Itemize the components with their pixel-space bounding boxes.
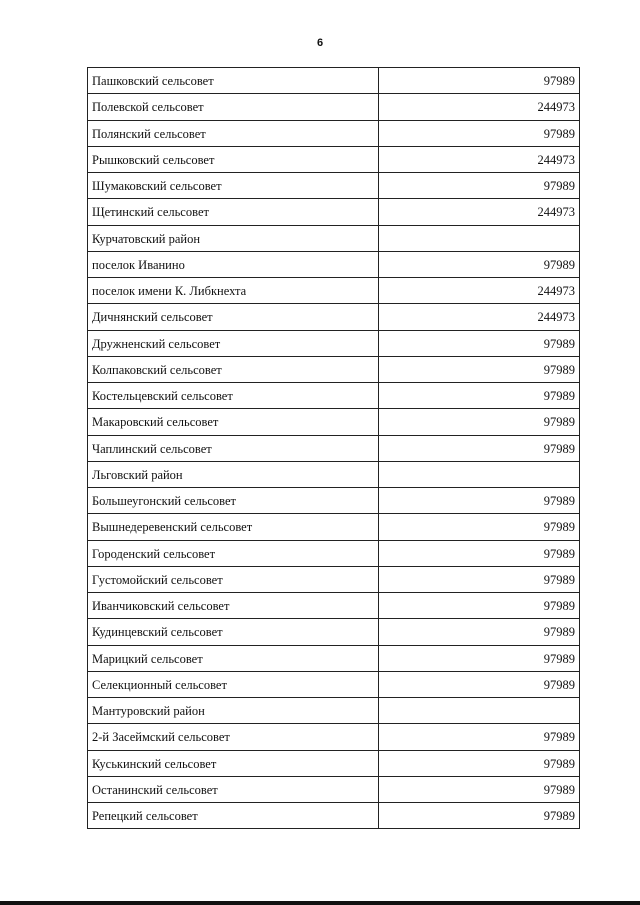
row-name: Рышковский сельсовет xyxy=(88,147,379,172)
table-row xyxy=(88,619,580,645)
table-row xyxy=(88,331,580,357)
row-value: 97989 xyxy=(379,68,580,93)
table-row xyxy=(88,199,580,225)
row-name: Чаплинский сельсовет xyxy=(88,436,379,461)
table-row xyxy=(88,147,580,173)
row-name: поселок имени К. Либкнехта xyxy=(88,278,379,303)
table-row xyxy=(88,304,580,330)
row-value: 97989 xyxy=(379,436,580,461)
row-value: 97989 xyxy=(379,751,580,776)
scan-bottom-edge xyxy=(0,901,640,905)
allocation-table xyxy=(87,67,580,829)
table-row xyxy=(88,121,580,147)
row-name: Большеугонский сельсовет xyxy=(88,488,379,513)
table-row xyxy=(88,803,580,829)
table-row xyxy=(88,724,580,750)
row-name: Репецкий сельсовет xyxy=(88,803,379,828)
district-name: Курчатовский район xyxy=(88,226,379,251)
row-value: 97989 xyxy=(379,593,580,618)
table-row xyxy=(88,751,580,777)
row-value: 97989 xyxy=(379,409,580,434)
row-value: 97989 xyxy=(379,646,580,671)
table-row xyxy=(88,278,580,304)
table-row xyxy=(88,357,580,383)
table-row xyxy=(88,68,580,94)
table-row xyxy=(88,777,580,803)
row-value: 97989 xyxy=(379,331,580,356)
table-row xyxy=(88,488,580,514)
row-value: 244973 xyxy=(379,147,580,172)
row-name: Густомойский сельсовет xyxy=(88,567,379,592)
row-value: 244973 xyxy=(379,94,580,119)
row-value: 97989 xyxy=(379,619,580,644)
row-name: Куськинский сельсовет xyxy=(88,751,379,776)
row-value: 244973 xyxy=(379,278,580,303)
row-name: Иванчиковский сельсовет xyxy=(88,593,379,618)
row-name: Пашковский сельсовет xyxy=(88,68,379,93)
district-name: Льговский район xyxy=(88,462,379,487)
row-value: 97989 xyxy=(379,541,580,566)
row-value: 97989 xyxy=(379,777,580,802)
row-name: Городенский сельсовет xyxy=(88,541,379,566)
table-row xyxy=(88,252,580,278)
district-header-row xyxy=(88,226,580,252)
row-name: Полевской сельсовет xyxy=(88,94,379,119)
row-value xyxy=(379,698,580,723)
table-row xyxy=(88,567,580,593)
row-name: поселок Иванино xyxy=(88,252,379,277)
row-value: 97989 xyxy=(379,803,580,828)
row-name: Костельцевский сельсовет xyxy=(88,383,379,408)
row-name: 2-й Засеймский сельсовет xyxy=(88,724,379,749)
row-value: 97989 xyxy=(379,672,580,697)
row-value: 97989 xyxy=(379,383,580,408)
row-value: 97989 xyxy=(379,567,580,592)
row-value: 97989 xyxy=(379,724,580,749)
table-row xyxy=(88,514,580,540)
row-name: Колпаковский сельсовет xyxy=(88,357,379,382)
row-name: Останинский сельсовет xyxy=(88,777,379,802)
row-name: Марицкий сельсовет xyxy=(88,646,379,671)
row-name: Кудинцевский сельсовет xyxy=(88,619,379,644)
table-row xyxy=(88,436,580,462)
row-name: Дичнянский сельсовет xyxy=(88,304,379,329)
row-name: Дружненский сельсовет xyxy=(88,331,379,356)
district-header-row xyxy=(88,698,580,724)
row-value: 97989 xyxy=(379,488,580,513)
row-value xyxy=(379,462,580,487)
district-name: Мантуровский район xyxy=(88,698,379,723)
row-value: 97989 xyxy=(379,357,580,382)
table-row xyxy=(88,593,580,619)
row-name: Шумаковский сельсовет xyxy=(88,173,379,198)
table-row xyxy=(88,409,580,435)
table-row xyxy=(88,94,580,120)
page-number: 6 xyxy=(316,37,324,49)
row-name: Вышнедеревенский сельсовет xyxy=(88,514,379,539)
district-header-row xyxy=(88,462,580,488)
row-name: Щетинский сельсовет xyxy=(88,199,379,224)
row-value: 97989 xyxy=(379,121,580,146)
row-value xyxy=(379,226,580,251)
row-name: Макаровский сельсовет xyxy=(88,409,379,434)
row-name: Полянский сельсовет xyxy=(88,121,379,146)
row-value: 97989 xyxy=(379,173,580,198)
row-value: 244973 xyxy=(379,304,580,329)
row-name: Селекционный сельсовет xyxy=(88,672,379,697)
table-row xyxy=(88,646,580,672)
row-value: 244973 xyxy=(379,199,580,224)
row-value: 97989 xyxy=(379,252,580,277)
row-value: 97989 xyxy=(379,514,580,539)
table-row xyxy=(88,383,580,409)
table-row xyxy=(88,672,580,698)
table-row xyxy=(88,173,580,199)
table-row xyxy=(88,541,580,567)
